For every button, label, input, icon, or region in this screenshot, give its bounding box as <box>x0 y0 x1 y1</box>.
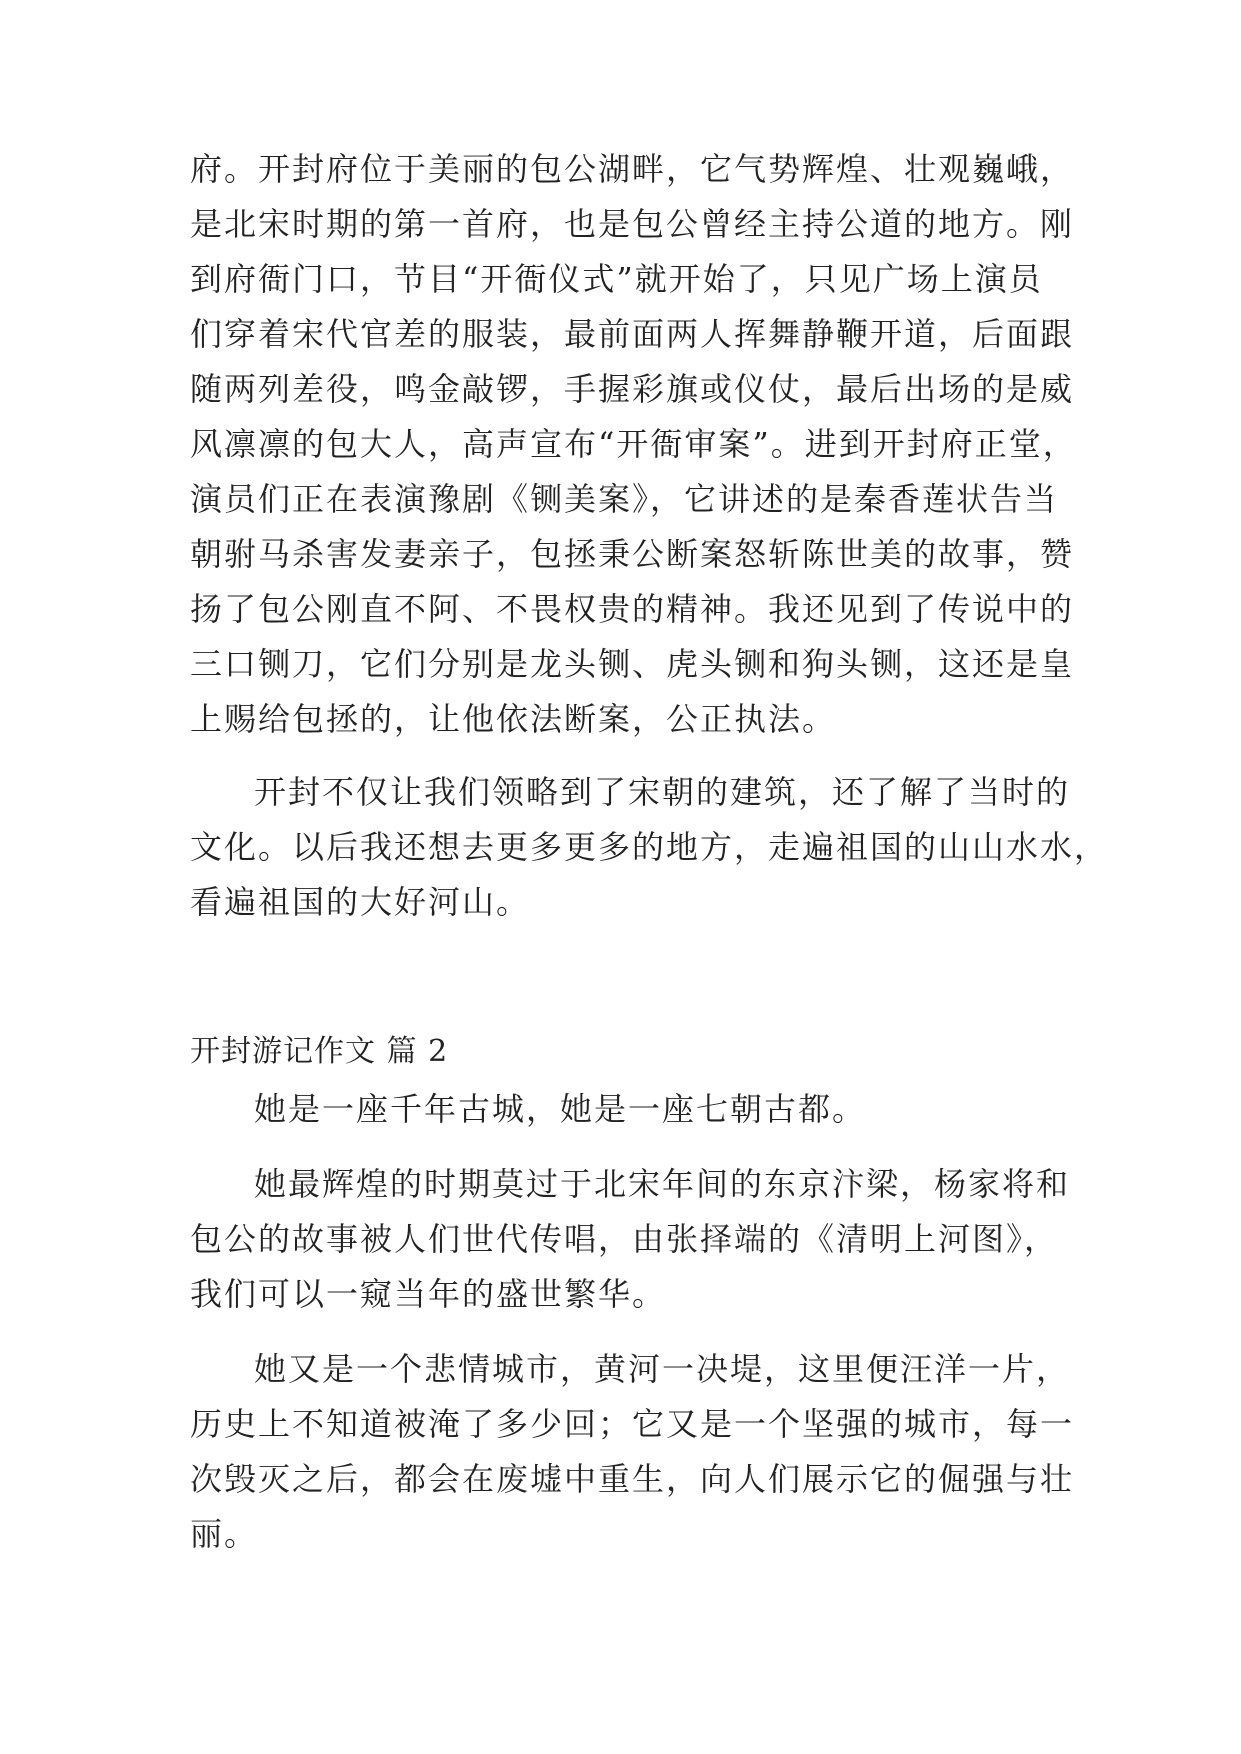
text-line: 风凛凛的包大人，高声宣布“开衙审案”。进到开封府正堂， <box>190 425 1077 463</box>
text-line: 我们可以一窥当年的盛世繁华。 <box>190 1275 667 1313</box>
section-title: 开封游记作文 篇 2 <box>190 1034 449 1069</box>
text-line: 丽。 <box>190 1515 259 1553</box>
text-line: 扬了包公刚直不阿、不畏权贵的精神。我还见到了传说中的 <box>190 590 1075 628</box>
text-line: 她又是一个悲情城市，黄河一决堤，这里便汪洋一片， <box>254 1350 1071 1388</box>
text-line: 朝驸马杀害发妻亲子，包拯秉公断案怒斩陈世美的故事，赞 <box>190 535 1075 573</box>
text-line: 历史上不知道被淹了多少回；它又是一个坚强的城市，每一 <box>190 1405 1075 1443</box>
text-line: 到府衙门口，节目“开衙仪式”就开始了，只见广场上演员 <box>190 260 1043 298</box>
text-line: 随两列差役，鸣金敲锣，手握彩旗或仪仗，最后出场的是威 <box>190 370 1075 408</box>
text-line: 是北宋时期的第一首府，也是包公曾经主持公道的地方。刚 <box>190 205 1075 243</box>
text-line: 她是一座千年古城，她是一座七朝古都。 <box>254 1090 867 1128</box>
text-line: 府。开封府位于美丽的包公湖畔，它气势辉煌、壮观巍峨， <box>190 150 1075 188</box>
text-line: 文化。以后我还想去更多更多的地方，走遍祖国的山山水水， <box>190 828 1109 866</box>
text-line: 们穿着宋代官差的服装，最前面两人挥舞静鞭开道，后面跟 <box>190 315 1075 353</box>
text-line: 开封不仅让我们领略到了宋朝的建筑，还了解了当时的 <box>254 773 1071 811</box>
text-line: 上赐给包拯的，让他依法断案，公正执法。 <box>190 700 837 738</box>
text-line: 包公的故事被人们世代传唱，由张择端的《清明上河图》， <box>190 1220 1059 1258</box>
text-line: 她最辉煌的时期莫过于北宋年间的东京汴梁，杨家将和 <box>254 1165 1071 1203</box>
text-line: 演员们正在表演豫剧《铡美案》，它讲述的是秦香莲状告当 <box>190 480 1059 518</box>
text-line: 看遍祖国的大好河山。 <box>190 883 531 921</box>
document-page <box>190 0 1109 1754</box>
text-line: 三口铡刀，它们分别是龙头铡、虎头铡和狗头铡，这还是皇 <box>190 645 1075 683</box>
text-line: 次毁灭之后，都会在废墟中重生，向人们展示它的倔强与壮 <box>190 1460 1075 1498</box>
